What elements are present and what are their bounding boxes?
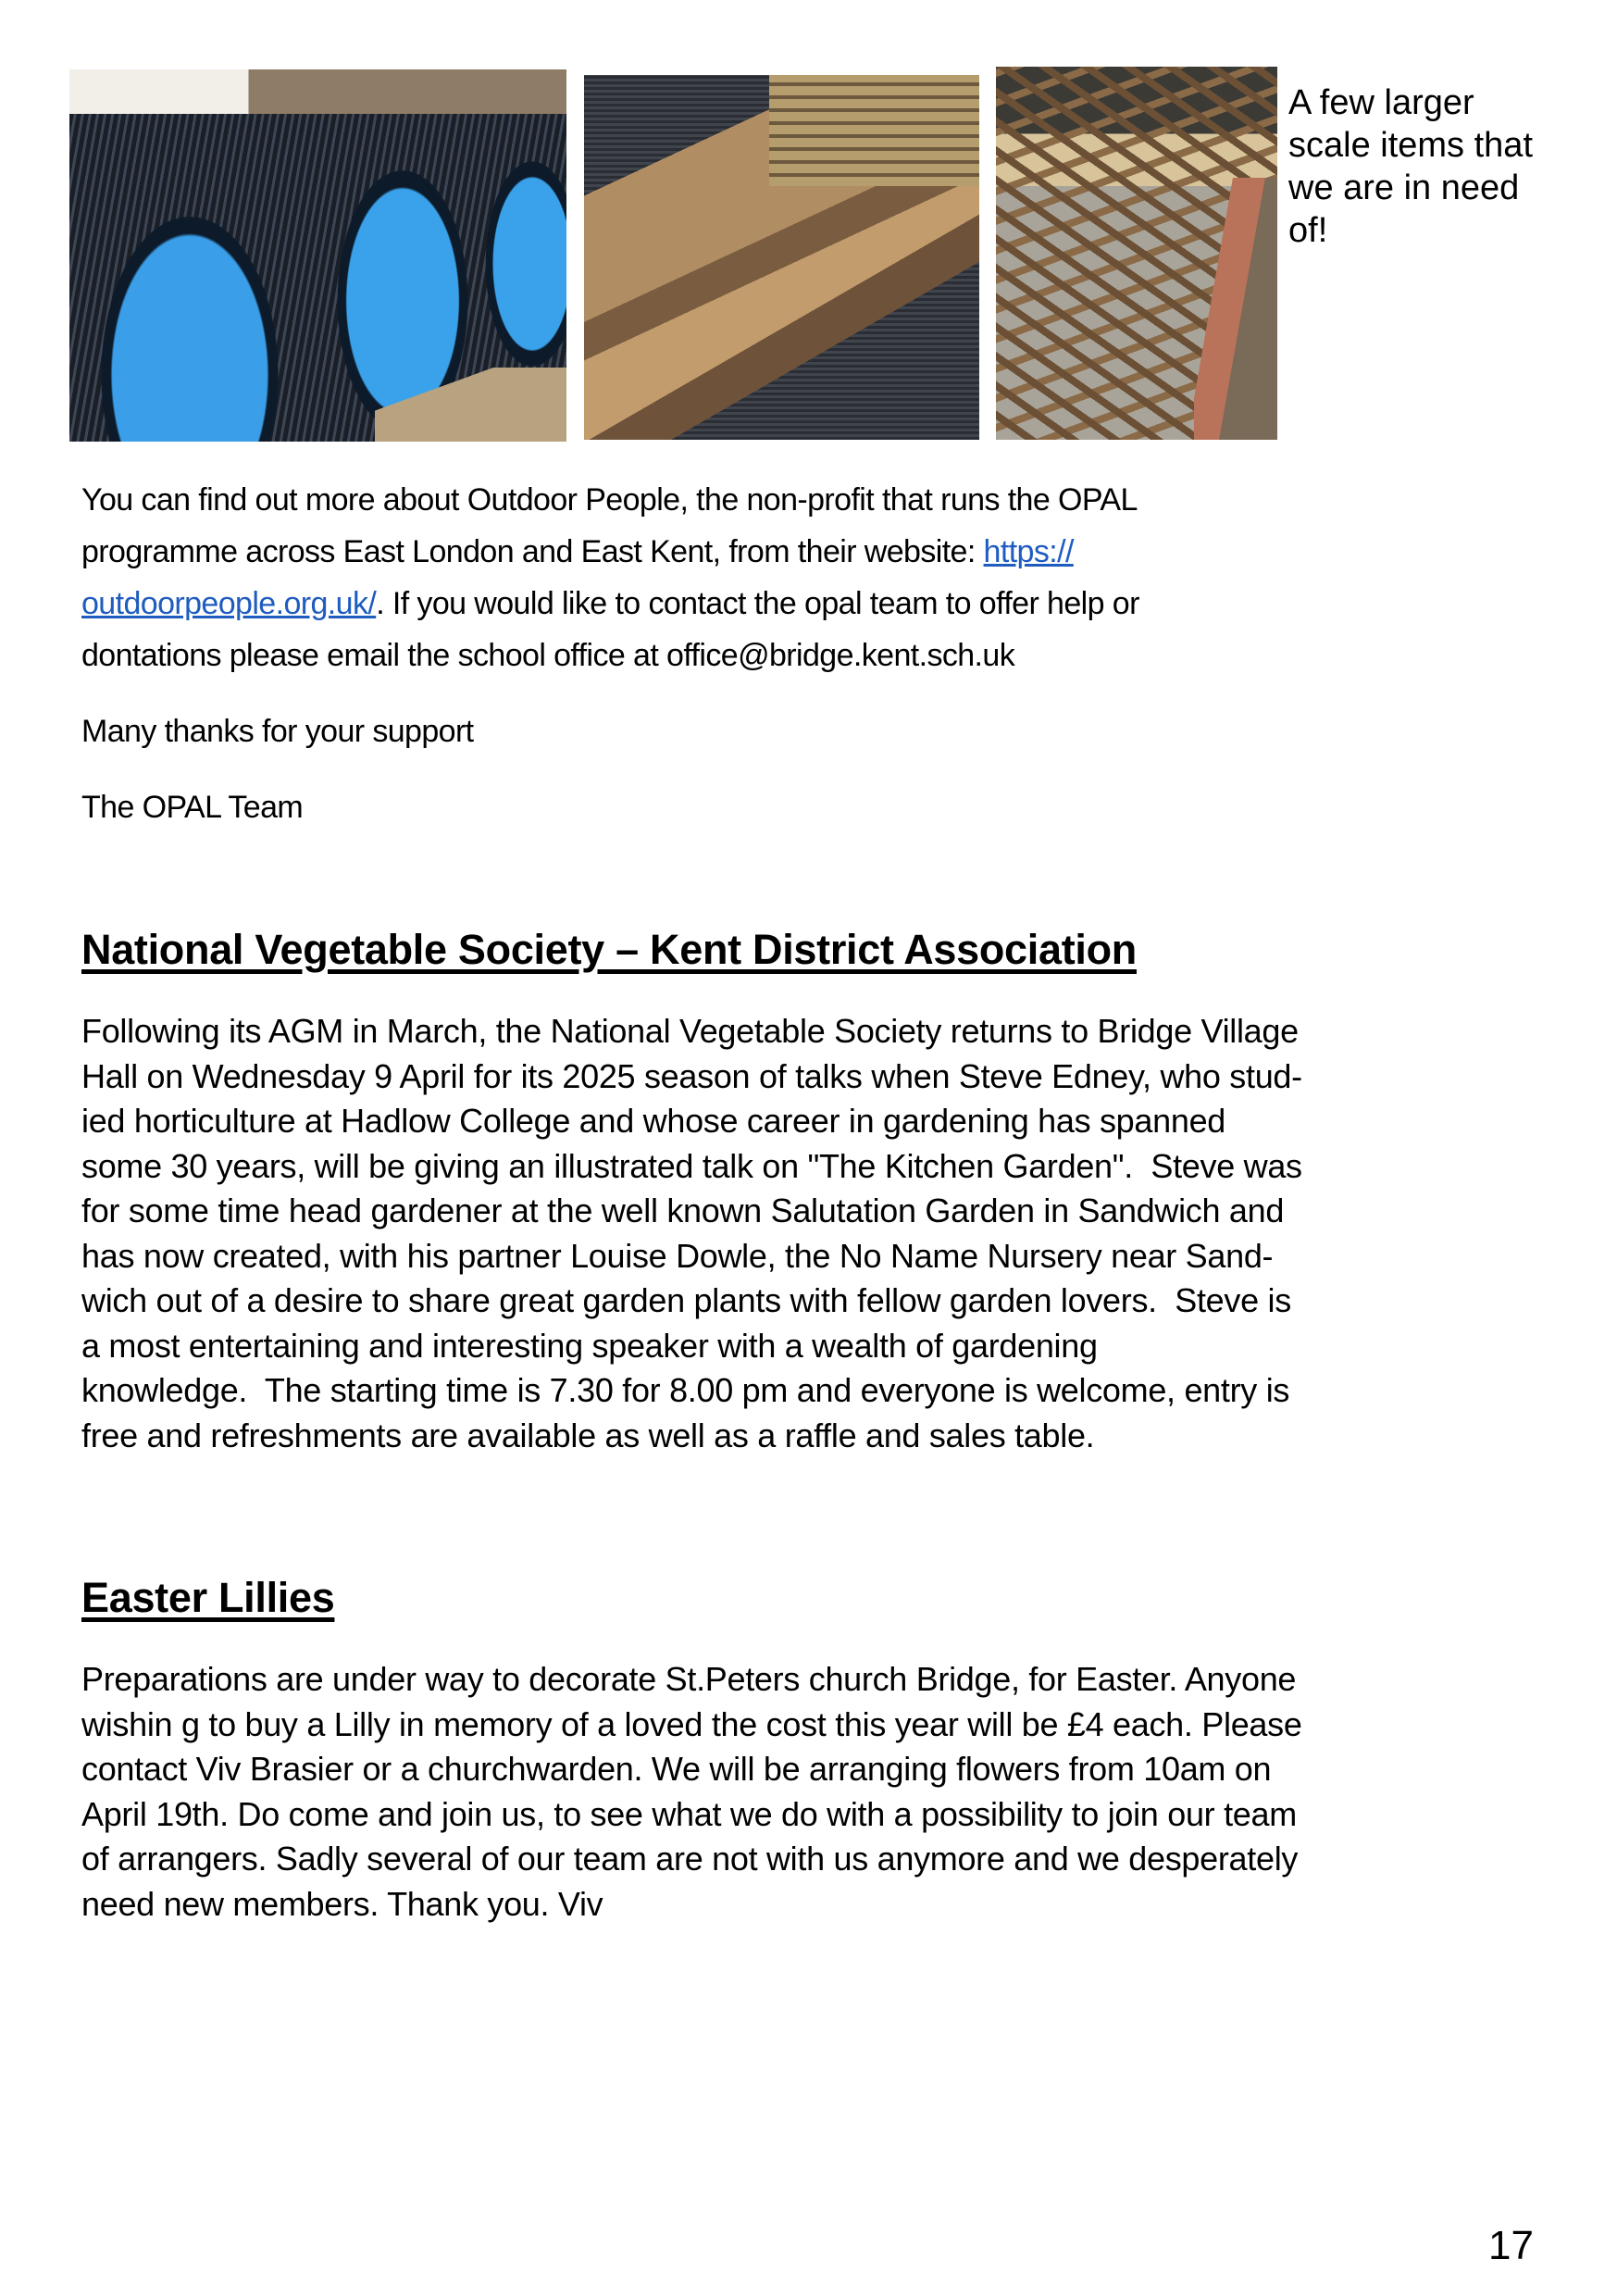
opal-line-2: programme across East London and East Kent, from their website: [81,534,984,569]
opal-signoff: The OPAL Team [81,790,304,825]
photos-caption: A few larger scale items that we are in need of! [1288,83,1533,250]
nvs-line: a most entertaining and interesting speaker with a wealth of gardening [81,1326,1098,1365]
nvs-line: knowledge. The starting time is 7.30 for 8.00 pm and everyone is welcome, entry is [81,1371,1290,1409]
nvs-line: some 30 years, will be giving an illustrated talk on "The Kitchen Garden". Steve was [81,1146,1302,1185]
opal-paragraph [81,474,1525,681]
nvs-line: has now created, with his partner Louise Dowle, the No Name Nursery near Sand- [81,1236,1274,1275]
easter-line: of arrangers. Sadly several of our team are not with us anymore and we desperately [81,1840,1299,1878]
nvs-line: for some time head gardener at the well known Salutation Garden in Sandwich and [81,1192,1285,1229]
outdoor-people-link-part2[interactable]: outdoorpeople.org.uk/ [81,586,377,621]
nvs-line: wich out of a desire to share great garden plants with fellow garden lovers. Steve is [81,1281,1291,1319]
photo-drainage-pipes [69,69,566,442]
photo-timber-beams [584,75,979,440]
nvs-line: free and refreshments are available as well as a raffle and sales table. [81,1416,1095,1454]
easter-body [81,1657,1302,1927]
opal-line-3: . If you would like to contact the opal team to offer help or [376,586,1139,621]
nvs-line: Hall on Wednesday 9 April for its 2025 season of talks when Steve Edney, who stud- [81,1056,1302,1095]
easter-line: April 19th. Do come and join us, to see what we do with a possibility to join our team [81,1794,1297,1833]
easter-line: need new members. Thank you. Viv [81,1884,603,1923]
easter-line: Preparations are under way to decorate St.Peters church Bridge, for Easter. Anyone [81,1660,1297,1698]
nvs-heading: National Vegetable Society – Kent District Association [81,926,1137,973]
easter-heading: Easter Lillies [81,1574,335,1621]
opal-thanks: Many thanks for your support [81,714,474,749]
opal-line-4: dontations please email the school office at office@bridge.kent.sch.uk [81,638,1015,673]
easter-line: contact Viv Brasier or a churchwarden. We will be arranging flowers from 10am on [81,1750,1272,1788]
page-number: 17 [1488,2223,1534,2268]
outdoor-people-link-part1[interactable]: https:// [983,534,1074,569]
nvs-body [81,1009,1302,1458]
opal-line-1: You can find out more about Outdoor People, the non-profit that runs the OPAL [81,482,1138,518]
photo-wooden-crates [996,67,1277,440]
easter-line: wishin g to buy a Lilly in memory of a loved the cost this year will be £4 each. Please [81,1704,1302,1743]
nvs-line: ied horticulture at Hadlow College and whose career in gardening has spanned [81,1102,1226,1140]
nvs-line: Following its AGM in March, the National Vegetable Society returns to Bridge Village [81,1012,1299,1050]
